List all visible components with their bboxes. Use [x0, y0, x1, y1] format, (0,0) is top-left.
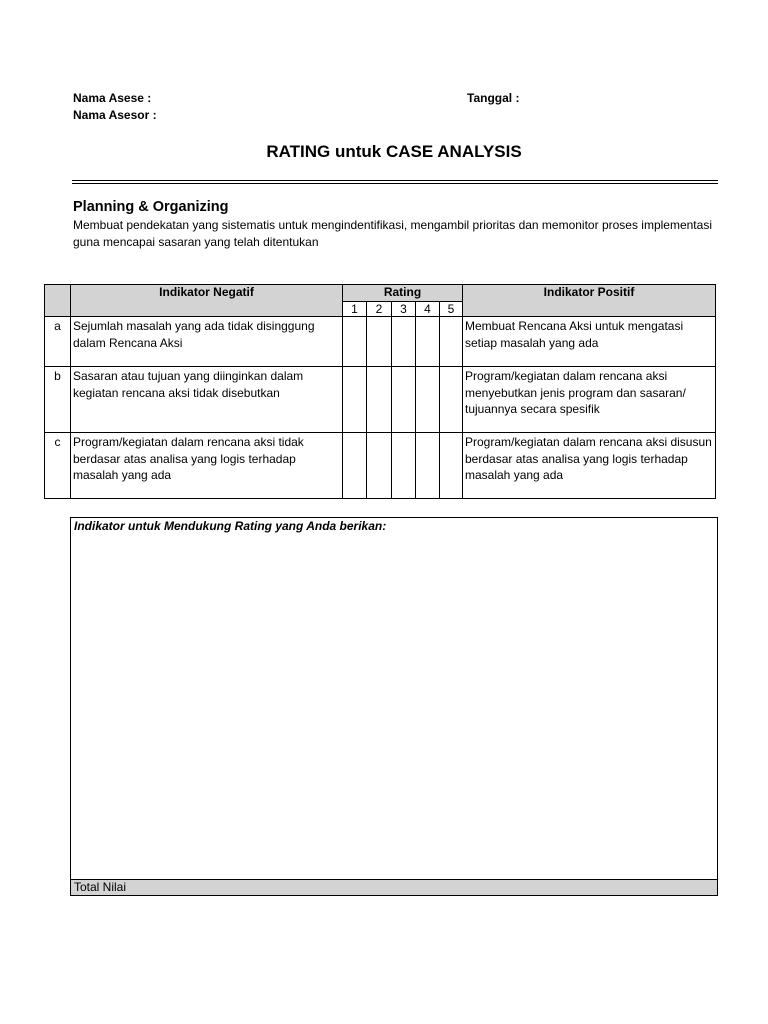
tanggal-label: Tanggal : — [467, 91, 520, 105]
rating-scale-1: 1 — [343, 302, 367, 317]
total-score-bar — [71, 879, 717, 895]
rating-cell-1[interactable] — [343, 367, 367, 433]
section-title: Planning & Organizing — [73, 199, 229, 215]
rating-scale-5: 5 — [440, 302, 463, 317]
negative-indicator: Program/kegiatan dalam rencana aksi tidak berdasar atas analisa yang logis terhadap masalah yang ada — [71, 433, 343, 499]
positive-indicator: Membuat Rencana Aksi untuk mengatasi setiap masalah yang ada — [463, 317, 716, 367]
nama-asesor-label: Nama Asesor : — [73, 108, 157, 122]
table-row — [45, 317, 716, 367]
rating-scale-3: 3 — [392, 302, 416, 317]
rating-scale-2: 2 — [367, 302, 392, 317]
rating-cell-1[interactable] — [343, 317, 367, 367]
rating-cell-2[interactable] — [367, 367, 392, 433]
positive-indicator: Program/kegiatan dalam rencana aksi disusun berdasar atas analisa yang logis terhadap masalah yang ada — [463, 433, 716, 499]
table-row — [45, 433, 716, 499]
rating-cell-2[interactable] — [367, 317, 392, 367]
support-indicator-title: Indikator untuk Mendukung Rating yang Anda berikan: — [74, 519, 387, 533]
rating-cell-3[interactable] — [392, 433, 416, 499]
rating-cell-3[interactable] — [392, 367, 416, 433]
rating-cell-1[interactable] — [343, 433, 367, 499]
rating-cell-5[interactable] — [440, 317, 463, 367]
negative-indicator-header: Indikator Negatif — [71, 285, 343, 317]
positive-indicator: Program/kegiatan dalam rencana aksi menyebutkan jenis program dan sasaran/ tujuannya secara spesifik — [463, 367, 716, 433]
rating-cell-4[interactable] — [416, 433, 440, 499]
rating-cell-3[interactable] — [392, 317, 416, 367]
section-description: Membuat pendekatan yang sistematis untuk mengindentifikasi, mengambil prioritas dan memonitor proses implementasi guna mencapai sasaran yang telah ditentukan — [73, 218, 712, 249]
title-divider-top — [72, 180, 718, 181]
rating-table — [44, 284, 716, 499]
nama-asese-label: Nama Asese : — [73, 91, 152, 105]
rating-cell-4[interactable] — [416, 317, 440, 367]
title-divider-bottom — [72, 183, 718, 184]
letter-header-cell — [45, 285, 71, 317]
row-letter: c — [45, 433, 71, 499]
rating-header: Rating — [343, 285, 463, 302]
rating-cell-4[interactable] — [416, 367, 440, 433]
table-row — [45, 367, 716, 433]
table-header-row — [45, 285, 716, 302]
rating-cell-2[interactable] — [367, 433, 392, 499]
page-title: RATING untuk CASE ANALYSIS — [266, 142, 522, 161]
support-indicator-box[interactable] — [70, 517, 718, 896]
row-letter: b — [45, 367, 71, 433]
row-letter: a — [45, 317, 71, 367]
positive-indicator-header: Indikator Positif — [463, 285, 716, 317]
rating-cell-5[interactable] — [440, 433, 463, 499]
rating-scale-4: 4 — [416, 302, 440, 317]
rating-cell-5[interactable] — [440, 367, 463, 433]
negative-indicator: Sasaran atau tujuan yang diinginkan dalam kegiatan rencana aksi tidak disebutkan — [71, 367, 343, 433]
negative-indicator: Sejumlah masalah yang ada tidak disinggung dalam Rencana Aksi — [71, 317, 343, 367]
total-score-label: Total Nilai — [74, 880, 127, 894]
